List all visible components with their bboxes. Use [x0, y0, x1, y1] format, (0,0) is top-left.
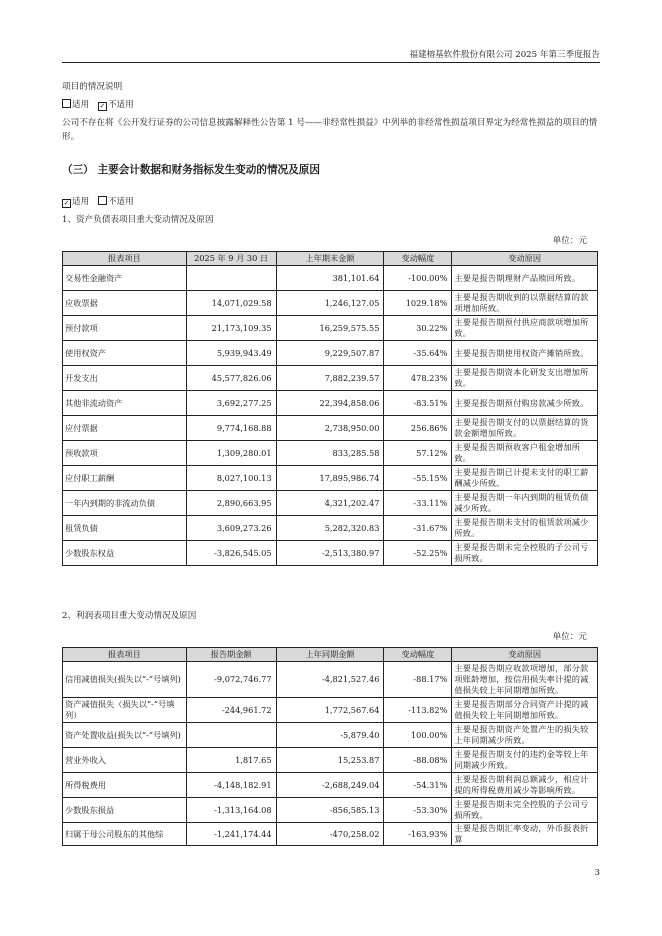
col-header: 上年期末金额 [276, 252, 384, 266]
row-label: 归属于母公司股东的其他综 [63, 823, 187, 846]
table-row [63, 516, 598, 541]
value-prior: 4,321,202.47 [276, 491, 384, 516]
change-rate: -113.82% [384, 698, 452, 723]
row-label: 应付票据 [63, 416, 187, 441]
value-current: 45,577,826.06 [186, 366, 276, 391]
change-rate: -31.67% [384, 516, 452, 541]
table-row [63, 491, 598, 516]
checked-box-icon[interactable]: ✓ [99, 102, 106, 110]
table-row [63, 662, 598, 698]
row-label: 预收款项 [63, 441, 187, 466]
value-prior: -856,585.13 [276, 798, 384, 823]
value-prior: -4,821,527.46 [276, 662, 384, 698]
value-prior: 9,229,507.87 [276, 341, 384, 366]
change-reason: 主要是报告期资产处置产生的损失较上年同期减少所致。 [452, 723, 598, 748]
col-header: 报表项目 [63, 252, 187, 266]
intro-label: 项目的情况说明 [62, 82, 123, 92]
value-prior: 1,246,127.05 [276, 291, 384, 316]
row-label: 预付款项 [63, 316, 187, 341]
change-reason: 主要是报告期预付购房款减少所致。 [452, 391, 598, 416]
table-row [63, 316, 598, 341]
change-rate: -33.11% [384, 491, 452, 516]
change-rate: -55.15% [384, 466, 452, 491]
unchecked-box-icon[interactable] [98, 196, 107, 205]
table-row [63, 723, 598, 748]
value-prior: 16,259,575.55 [276, 316, 384, 341]
table-row [63, 773, 598, 798]
value-prior: -2,688,249.04 [276, 773, 384, 798]
change-reason: 主要是报告期部分合同资产计提的减值损失较上年同期增加所致。 [452, 698, 598, 723]
page-header: 福建榕基软件股份有限公司 2025 年第三季度报告 [409, 50, 600, 60]
change-rate: -88.17% [384, 662, 452, 698]
col-header: 报表项目 [63, 648, 187, 662]
col-header: 上年同期金额 [276, 648, 384, 662]
value-prior: 22,394,858.06 [276, 391, 384, 416]
row-label: 一年内到期的非流动负债 [63, 491, 187, 516]
page-number: 3 [594, 868, 600, 878]
value-current: 5,939,943.49 [186, 341, 276, 366]
col-header: 变动幅度 [384, 252, 452, 266]
value-current: 1,817.65 [186, 748, 276, 773]
intro-text: 公司不存在将《公开发行证券的公司信息披露解释性公告第 1 号——非经常性损益》中列举的非经常性损益项目界定为经常性损益的项目的情形。 [62, 118, 598, 142]
change-reason: 主要是报告期应收款项增加，部分款项账龄增加，按信用损失率计提的减值损失较上年同期增加所致。 [452, 662, 598, 698]
value-current: 8,027,100.13 [186, 466, 276, 491]
value-current: 14,071,029.58 [186, 291, 276, 316]
change-reason: 主要是报告期使用权资产摊销所致。 [452, 341, 598, 366]
col-header: 报告期金额 [186, 648, 276, 662]
value-current: -1,241,174.44 [186, 823, 276, 846]
change-rate: 478.23% [384, 366, 452, 391]
change-reason: 主要是报告期未完全控股的子公司亏损所致。 [452, 541, 598, 566]
col-header: 变动幅度 [384, 648, 452, 662]
change-reason: 主要是报告期已计提未支付的职工薪酬减少所致。 [452, 466, 598, 491]
change-rate: -53.30% [384, 798, 452, 823]
table-row [63, 291, 598, 316]
row-label: 使用权资产 [63, 341, 187, 366]
table-row [63, 798, 598, 823]
change-rate: -54.31% [384, 773, 452, 798]
row-label: 资产处置收益(损失以“-”号填列) [63, 723, 187, 748]
change-rate: -88.08% [384, 748, 452, 773]
change-rate: 30.22% [384, 316, 452, 341]
unchecked-box-icon[interactable] [62, 99, 71, 108]
change-rate: 57.12% [384, 441, 452, 466]
change-reason: 主要是报告期理财产品赎回所致。 [452, 266, 598, 291]
change-rate: 1029.18% [384, 291, 452, 316]
row-label: 少数股东损益 [63, 798, 187, 823]
change-rate: 256.86% [384, 416, 452, 441]
table-row [63, 748, 598, 773]
change-reason: 主要是报告期预收客户租金增加所致。 [452, 441, 598, 466]
change-rate: -100.00% [384, 266, 452, 291]
table-row [63, 823, 598, 846]
value-prior: -470,258.02 [276, 823, 384, 846]
balance-sheet-table [62, 251, 598, 566]
value-current: 9,774,168.88 [186, 416, 276, 441]
change-rate: -52.25% [384, 541, 452, 566]
change-rate: 100.00% [384, 723, 452, 748]
balance-unit: 单位：元 [552, 236, 587, 246]
table-row [63, 416, 598, 441]
row-label: 资产减值损失（损失以“-”号填列） [63, 698, 187, 723]
income-statement-table [62, 647, 598, 846]
table-row [63, 441, 598, 466]
value-current: -3,826,545.05 [186, 541, 276, 566]
change-reason: 主要是报告期支付的以票据结算的货款金额增加所致。 [452, 416, 598, 441]
table-row [63, 466, 598, 491]
value-prior: 833,285.58 [276, 441, 384, 466]
change-reason: 主要是报告期预付供应商款项增加所致。 [452, 316, 598, 341]
col-header: 变动原因 [452, 648, 598, 662]
table-row [63, 391, 598, 416]
change-reason: 主要是报告期资本化研发支出增加所致。 [452, 366, 598, 391]
row-label: 营业外收入 [63, 748, 187, 773]
change-reason: 主要是报告期一年内到期的租赁负债减少所致。 [452, 491, 598, 516]
row-label: 信用减值损失(损失以“-”号填列) [63, 662, 187, 698]
value-prior: 381,101.64 [276, 266, 384, 291]
value-prior: 15,253.87 [276, 748, 384, 773]
value-current: 1,309,280.01 [186, 441, 276, 466]
change-reason: 主要是报告期未支付的租赁款项减少所致。 [452, 516, 598, 541]
option-applicable: 适用 [72, 100, 90, 110]
income-heading: 2、利润表项目重大变动情况及原因 [62, 611, 197, 621]
row-label: 所得税费用 [63, 773, 187, 798]
row-label: 应付职工薪酬 [63, 466, 187, 491]
balance-heading: 1、资产负债表项目重大变动情况及原因 [62, 215, 214, 225]
table-row [63, 698, 598, 723]
option-not-applicable: 不适用 [107, 100, 134, 110]
value-prior: 1,772,567.64 [276, 698, 384, 723]
value-prior: -2,513,380.97 [276, 541, 384, 566]
table-row [63, 341, 598, 366]
change-rate: -163.93% [384, 823, 452, 846]
value-current: 21,173,109.35 [186, 316, 276, 341]
value-current: -9,072,746.77 [186, 662, 276, 698]
value-prior: 5,282,320.83 [276, 516, 384, 541]
value-current: 3,692,277.25 [186, 391, 276, 416]
row-label: 租赁负债 [63, 516, 187, 541]
table-row [63, 266, 598, 291]
value-current: 3,609,273.26 [186, 516, 276, 541]
value-prior: 17,895,986.74 [276, 466, 384, 491]
value-prior: -5,879.40 [276, 723, 384, 748]
change-reason: 主要是报告期未完全控股的子公司亏损所致。 [452, 798, 598, 823]
option-not-applicable: 不适用 [107, 197, 134, 207]
checked-box-icon[interactable]: ✓ [63, 199, 70, 207]
change-reason: 主要是报告期支付的违约金等较上年同期减少所致。 [452, 748, 598, 773]
change-rate: -83.51% [384, 391, 452, 416]
table-row [63, 366, 598, 391]
income-unit: 单位：元 [552, 632, 587, 642]
option-applicable: 适用 [72, 197, 90, 207]
row-label: 少数股东权益 [63, 541, 187, 566]
change-reason: 主要是报告期利润总额减少，相应计提的所得税费用减少等影响所致。 [452, 773, 598, 798]
col-header: 2025 年 9 月 30 日 [186, 252, 276, 266]
col-header: 变动原因 [452, 252, 598, 266]
row-label: 其他非流动资产 [63, 391, 187, 416]
value-current [186, 266, 276, 291]
value-current: -244,961.72 [186, 698, 276, 723]
section-options [62, 195, 134, 208]
section-title: （三） 主要会计数据和财务指标发生变动的情况及原因 [62, 164, 320, 176]
row-label: 交易性金融资产 [63, 266, 187, 291]
value-prior: 2,738,950.00 [276, 416, 384, 441]
row-label: 开发支出 [63, 366, 187, 391]
change-reason: 主要是报告期收到的以票据结算的款项增加所致。 [452, 291, 598, 316]
row-label: 应收票据 [63, 291, 187, 316]
value-prior: 7,882,239.57 [276, 366, 384, 391]
change-reason: 主要是报告期汇率变动，外币报表折算 [452, 823, 598, 846]
table-row [63, 541, 598, 566]
value-current [186, 723, 276, 748]
value-current: -1,313,164.08 [186, 798, 276, 823]
intro-options [62, 98, 134, 111]
change-rate: -35.64% [384, 341, 452, 366]
header-rule [62, 62, 600, 63]
value-current: -4,148,182.91 [186, 773, 276, 798]
value-current: 2,890,663.95 [186, 491, 276, 516]
